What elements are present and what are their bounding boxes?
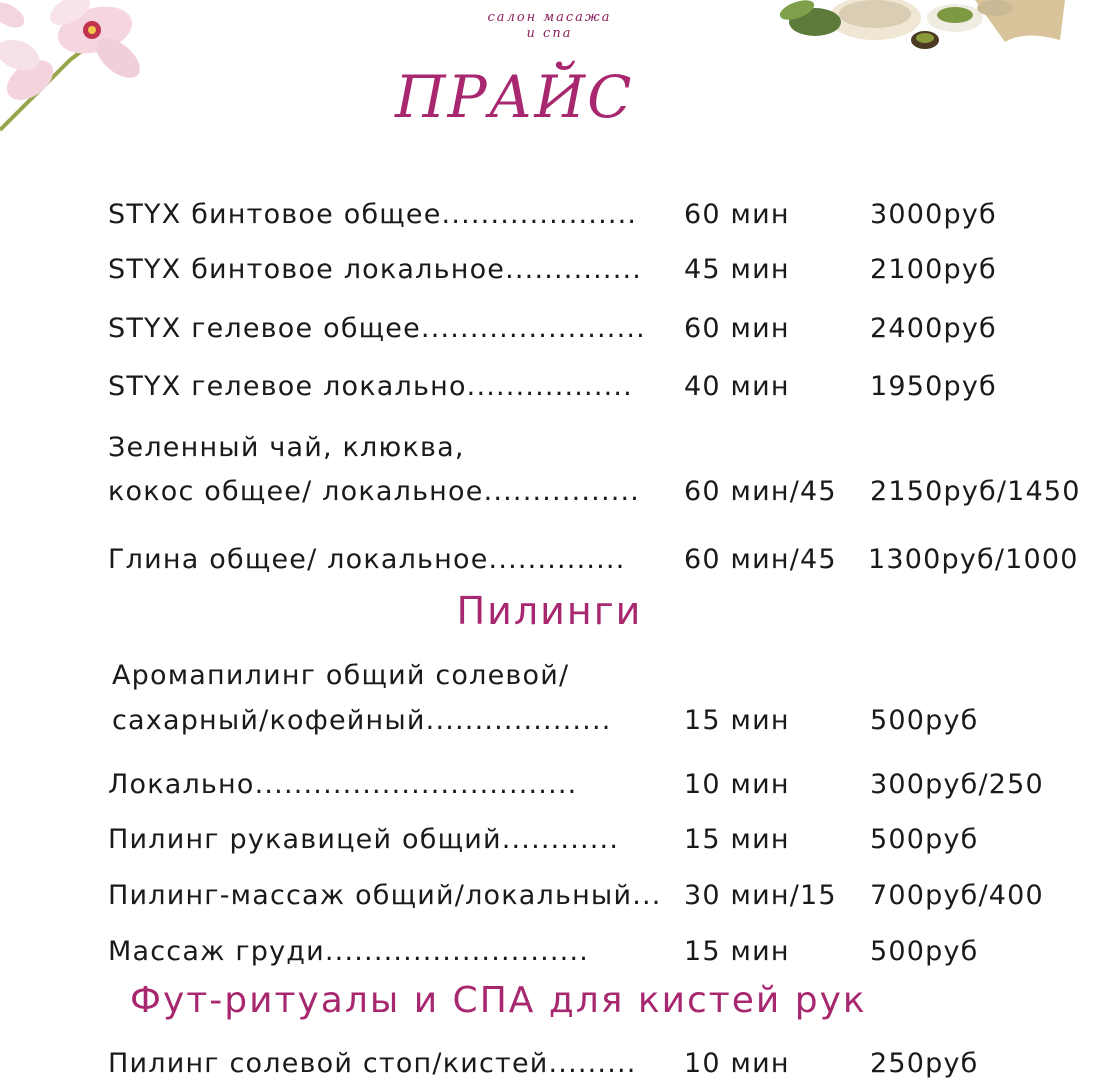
service-name: STYX гелевое локально.................	[108, 371, 633, 402]
service-duration: 60 мин	[684, 313, 790, 344]
service-name: Массаж груди...........................	[108, 936, 590, 967]
tagline-line-2: и спа	[526, 26, 573, 41]
service-name: Локально.................................	[108, 769, 578, 800]
service-name: STYX бинтовое локальное..............	[108, 254, 643, 285]
service-price: 1950руб	[870, 371, 997, 402]
service-price: 2100руб	[870, 254, 997, 285]
service-duration: 60 мин/45	[684, 544, 837, 575]
service-duration: 15 мин	[684, 705, 790, 736]
service-duration: 60 мин	[684, 199, 790, 230]
service-name: Пилинг рукавицей общий............	[108, 824, 620, 855]
service-price: 2150руб/1450	[870, 476, 1081, 507]
service-duration: 10 мин	[684, 769, 790, 800]
service-duration: 45 мин	[684, 254, 790, 285]
service-price: 2400руб	[870, 313, 997, 344]
service-name: Пилинг-массаж общий/локальный...	[108, 880, 662, 911]
service-name: STYX бинтовое общее....................	[108, 199, 638, 230]
service-name: Глина общее/ локальное..............	[108, 544, 626, 575]
service-duration: 10 мин	[684, 1048, 790, 1079]
service-price: 1300руб/1000	[868, 544, 1079, 575]
service-duration: 15 мин	[684, 824, 790, 855]
service-price: 700руб/400	[870, 880, 1044, 911]
service-name: STYX гелевое общее.......................	[108, 313, 646, 344]
service-price: 300руб/250	[870, 769, 1044, 800]
service-duration: 30 мин/15	[684, 880, 837, 911]
service-name: кокос общее/ локальное................	[108, 476, 641, 507]
section-title-peelings: Пилинги	[456, 589, 643, 633]
service-price: 250руб	[870, 1048, 979, 1079]
service-price: 500руб	[870, 705, 979, 736]
section-title-foot-rituals: Фут-ритуалы и СПА для кистей рук	[130, 980, 867, 1021]
service-duration: 60 мин/45	[684, 476, 837, 507]
service-price: 500руб	[870, 824, 979, 855]
service-name-prefix: Зеленный чай, клюква,	[108, 432, 465, 463]
tagline-line-1: салон масажа	[487, 10, 612, 25]
service-price: 500руб	[870, 936, 979, 967]
service-name-prefix: Аромапилинг общий солевой/	[112, 660, 570, 691]
page-title: ПРАЙС	[395, 63, 634, 131]
service-name: Пилинг солевой стоп/кистей.........	[108, 1048, 637, 1079]
service-name: сахарный/кофейный...................	[112, 705, 612, 736]
service-duration: 15 мин	[684, 936, 790, 967]
service-duration: 40 мин	[684, 371, 790, 402]
salon-tagline	[0, 10, 1099, 42]
service-price: 3000руб	[870, 199, 997, 230]
